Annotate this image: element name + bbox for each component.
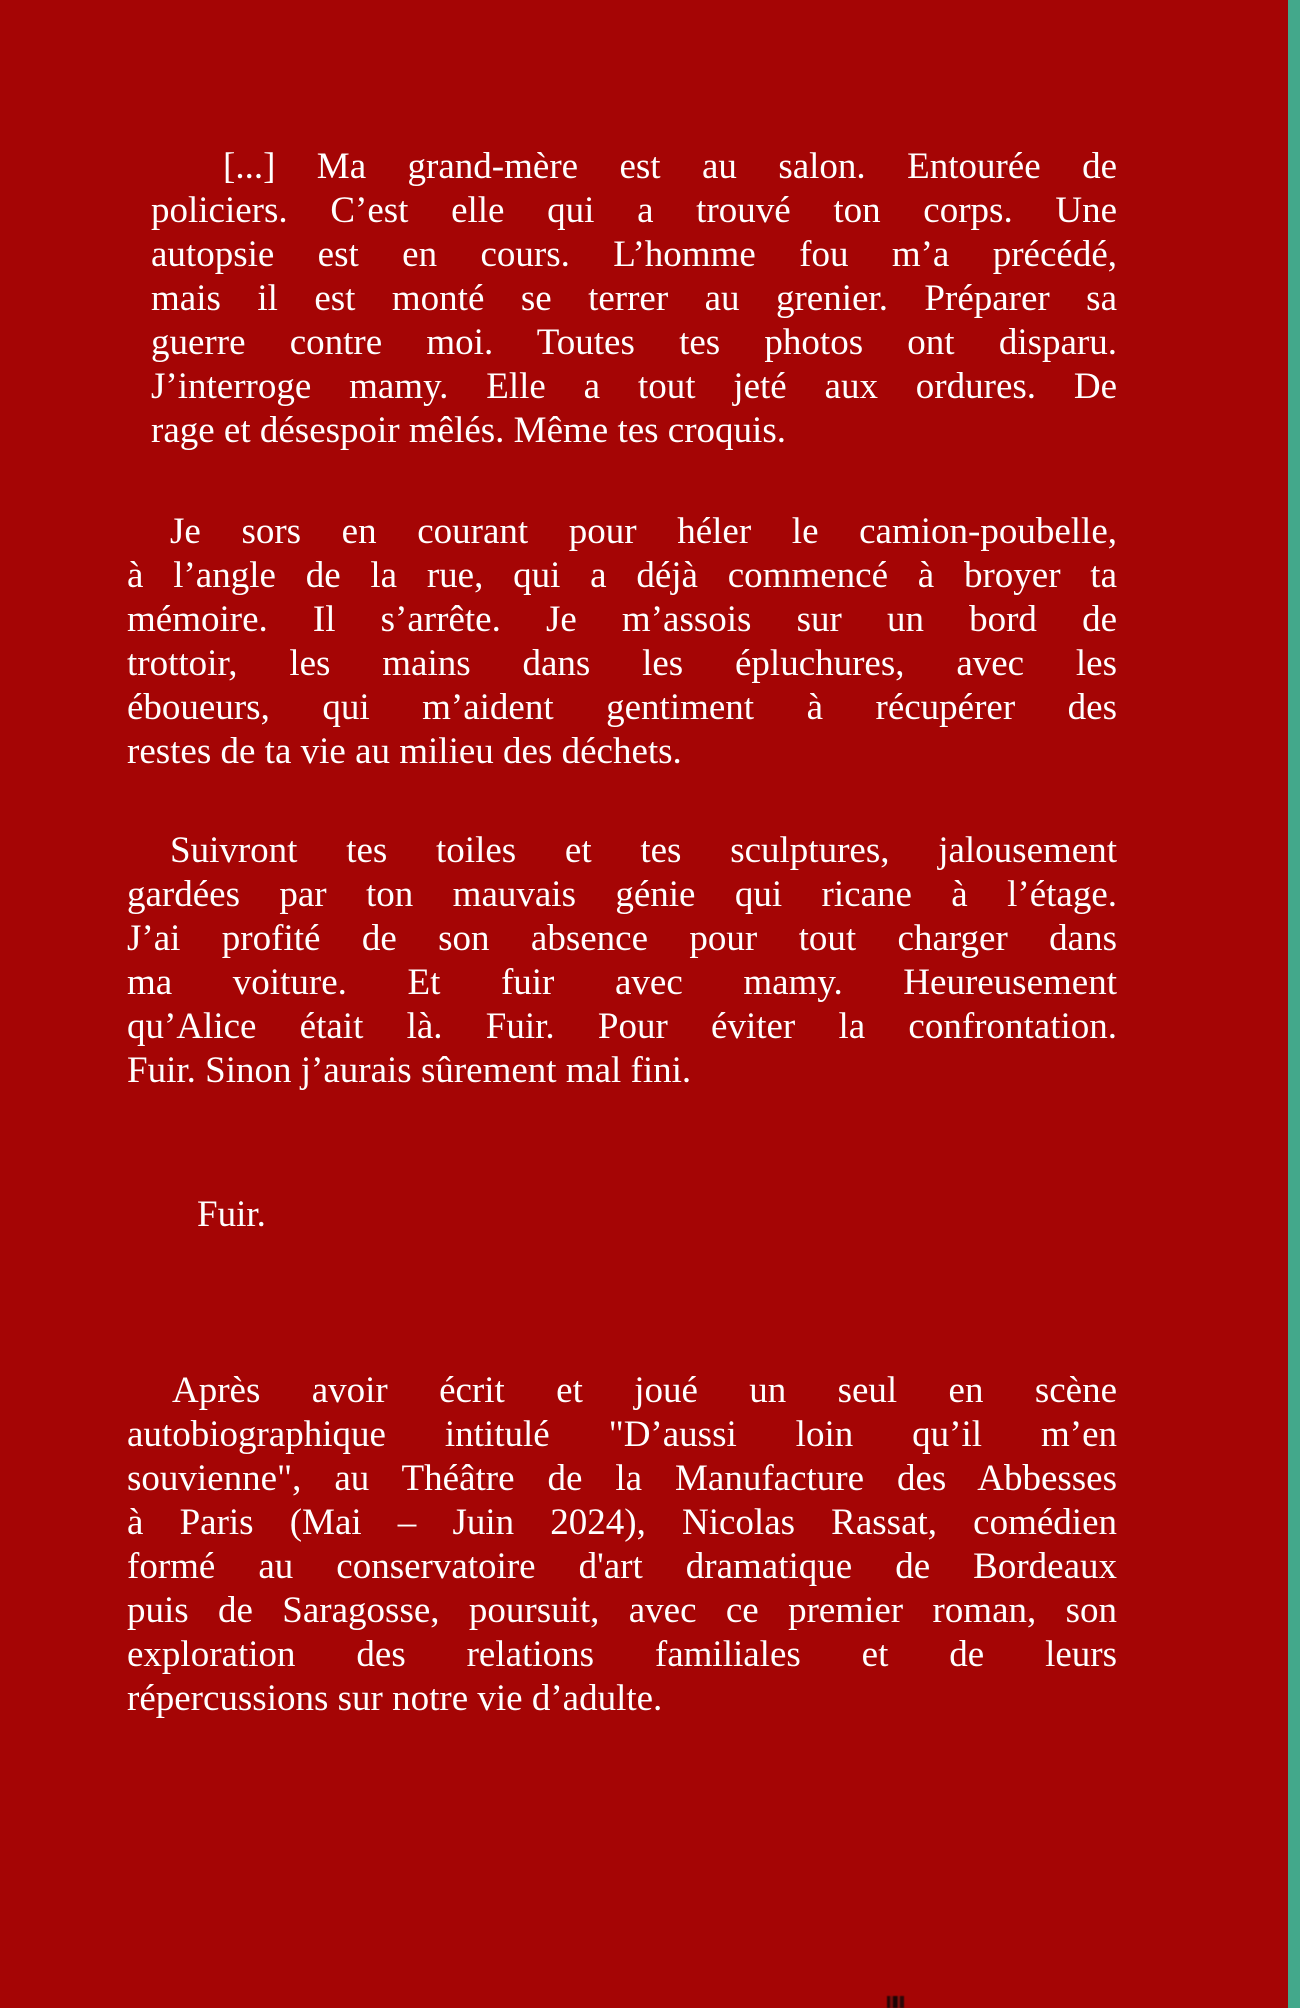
bottom-edge-artifact-mark	[884, 1996, 910, 2008]
text-line: guerre contre moi. Toutes tes photos ont disparu.	[151, 322, 1117, 363]
text-line: trottoir, les mains dans les épluchures, avec les	[127, 643, 1117, 684]
author-bio-paragraph	[127, 1369, 1117, 1721]
text-line: rage et désespoir mêlés. Même tes croquis.	[151, 410, 786, 451]
text-line: mémoire. Il s’arrête. Je m’assois sur un bord de	[127, 599, 1117, 640]
excerpt-paragraph-2	[127, 510, 1117, 774]
text-line: à Paris (Mai – Juin 2024), Nicolas Rassat, comédien	[127, 1502, 1117, 1543]
excerpt-paragraph-1	[151, 145, 1117, 453]
text-line: ma voiture. Et fuir avec mamy. Heureusement	[127, 962, 1117, 1003]
text-line: à l’angle de la rue, qui a déjà commencé à broyer ta	[127, 555, 1117, 596]
page-text-block	[127, 0, 1117, 1721]
fuir-standalone-line	[127, 1193, 1117, 1237]
text-line: souvienne", au Théâtre de la Manufacture des Abbesses	[127, 1458, 1117, 1499]
text-line: éboueurs, qui m’aident gentiment à récupérer des	[127, 687, 1117, 728]
excerpt-paragraph-3	[127, 829, 1117, 1093]
text-line: restes de ta vie au milieu des déchets.	[127, 731, 682, 772]
text-line: autobiographique intitulé "D’aussi loin qu’il m’en	[127, 1414, 1117, 1455]
text-line: [...] Ma grand-mère est au salon. Entourée de	[223, 146, 1117, 187]
right-edge-strip	[1288, 0, 1300, 2008]
text-line: exploration des relations familiales et de leurs	[127, 1634, 1117, 1675]
text-line: J’ai profité de son absence pour tout charger dans	[127, 918, 1117, 959]
text-line: Suivront tes toiles et tes sculptures, jalousement	[170, 830, 1117, 871]
text-line: autopsie est en cours. L’homme fou m’a précédé,	[151, 234, 1117, 275]
text-line: Fuir.	[197, 1194, 266, 1235]
text-line: puis de Saragosse, poursuit, avec ce premier roman, son	[127, 1590, 1117, 1631]
text-line: qu’Alice était là. Fuir. Pour éviter la confrontation.	[127, 1006, 1117, 1047]
text-line: formé au conservatoire d'art dramatique de Bordeaux	[127, 1546, 1117, 1587]
text-line: mais il est monté se terrer au grenier. Préparer sa	[151, 278, 1117, 319]
text-line: gardées par ton mauvais génie qui ricane à l’étage.	[127, 874, 1117, 915]
text-line: policiers. C’est elle qui a trouvé ton corps. Une	[151, 190, 1117, 231]
text-line: Après avoir écrit et joué un seul en scène	[172, 1370, 1117, 1411]
text-line: répercussions sur notre vie d’adulte.	[127, 1678, 663, 1719]
text-line: Je sors en courant pour héler le camion-poubelle,	[170, 511, 1117, 552]
text-line: J’interroge mamy. Elle a tout jeté aux ordures. De	[151, 366, 1117, 407]
text-line: Fuir. Sinon j’aurais sûrement mal fini.	[127, 1050, 692, 1091]
